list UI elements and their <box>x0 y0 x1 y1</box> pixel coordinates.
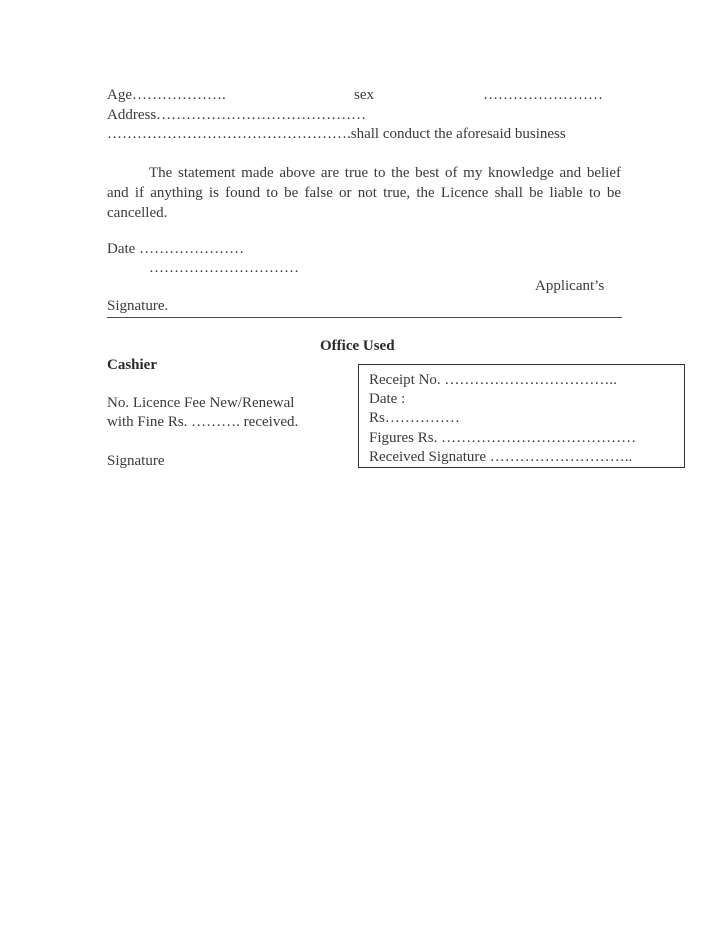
age-field: Age………………. <box>107 87 226 103</box>
sex-field: …………………… <box>483 87 603 103</box>
receipt-number: Receipt No. …………………………….. <box>369 372 617 388</box>
applicant-label: Applicant’s <box>535 278 605 294</box>
business-line: ………………………………………….shall conduct the aforesaid business <box>107 126 566 142</box>
date-dots-line: ………………………… <box>149 260 299 276</box>
receipt-figures: Figures Rs. ………………………………… <box>369 430 637 446</box>
statement-text: The statement made above are true to the best of my knowledge and belief and if anything is found to be false or not true, the Licence shall be liable to be cancelled. <box>107 165 621 221</box>
receipt-rs: Rs…………… <box>369 410 460 426</box>
section-divider <box>107 317 622 318</box>
address-field: Address…………………………………… <box>107 107 367 123</box>
fine-received-line: with Fine Rs. ………. received. <box>107 414 299 430</box>
office-used-heading: Office Used <box>320 338 395 354</box>
signature-label: Signature. <box>107 298 169 314</box>
date-field: Date ………………… <box>107 241 245 257</box>
receipt-box <box>358 364 685 468</box>
licence-fee-line: No. Licence Fee New/Renewal <box>107 395 295 411</box>
sex-label: sex <box>354 87 374 103</box>
received-signature: Received Signature ……………………….. <box>369 449 633 465</box>
statement-paragraph <box>107 163 621 223</box>
receipt-date: Date : <box>369 391 406 407</box>
cashier-heading: Cashier <box>107 357 157 373</box>
cashier-signature: Signature <box>107 453 165 469</box>
